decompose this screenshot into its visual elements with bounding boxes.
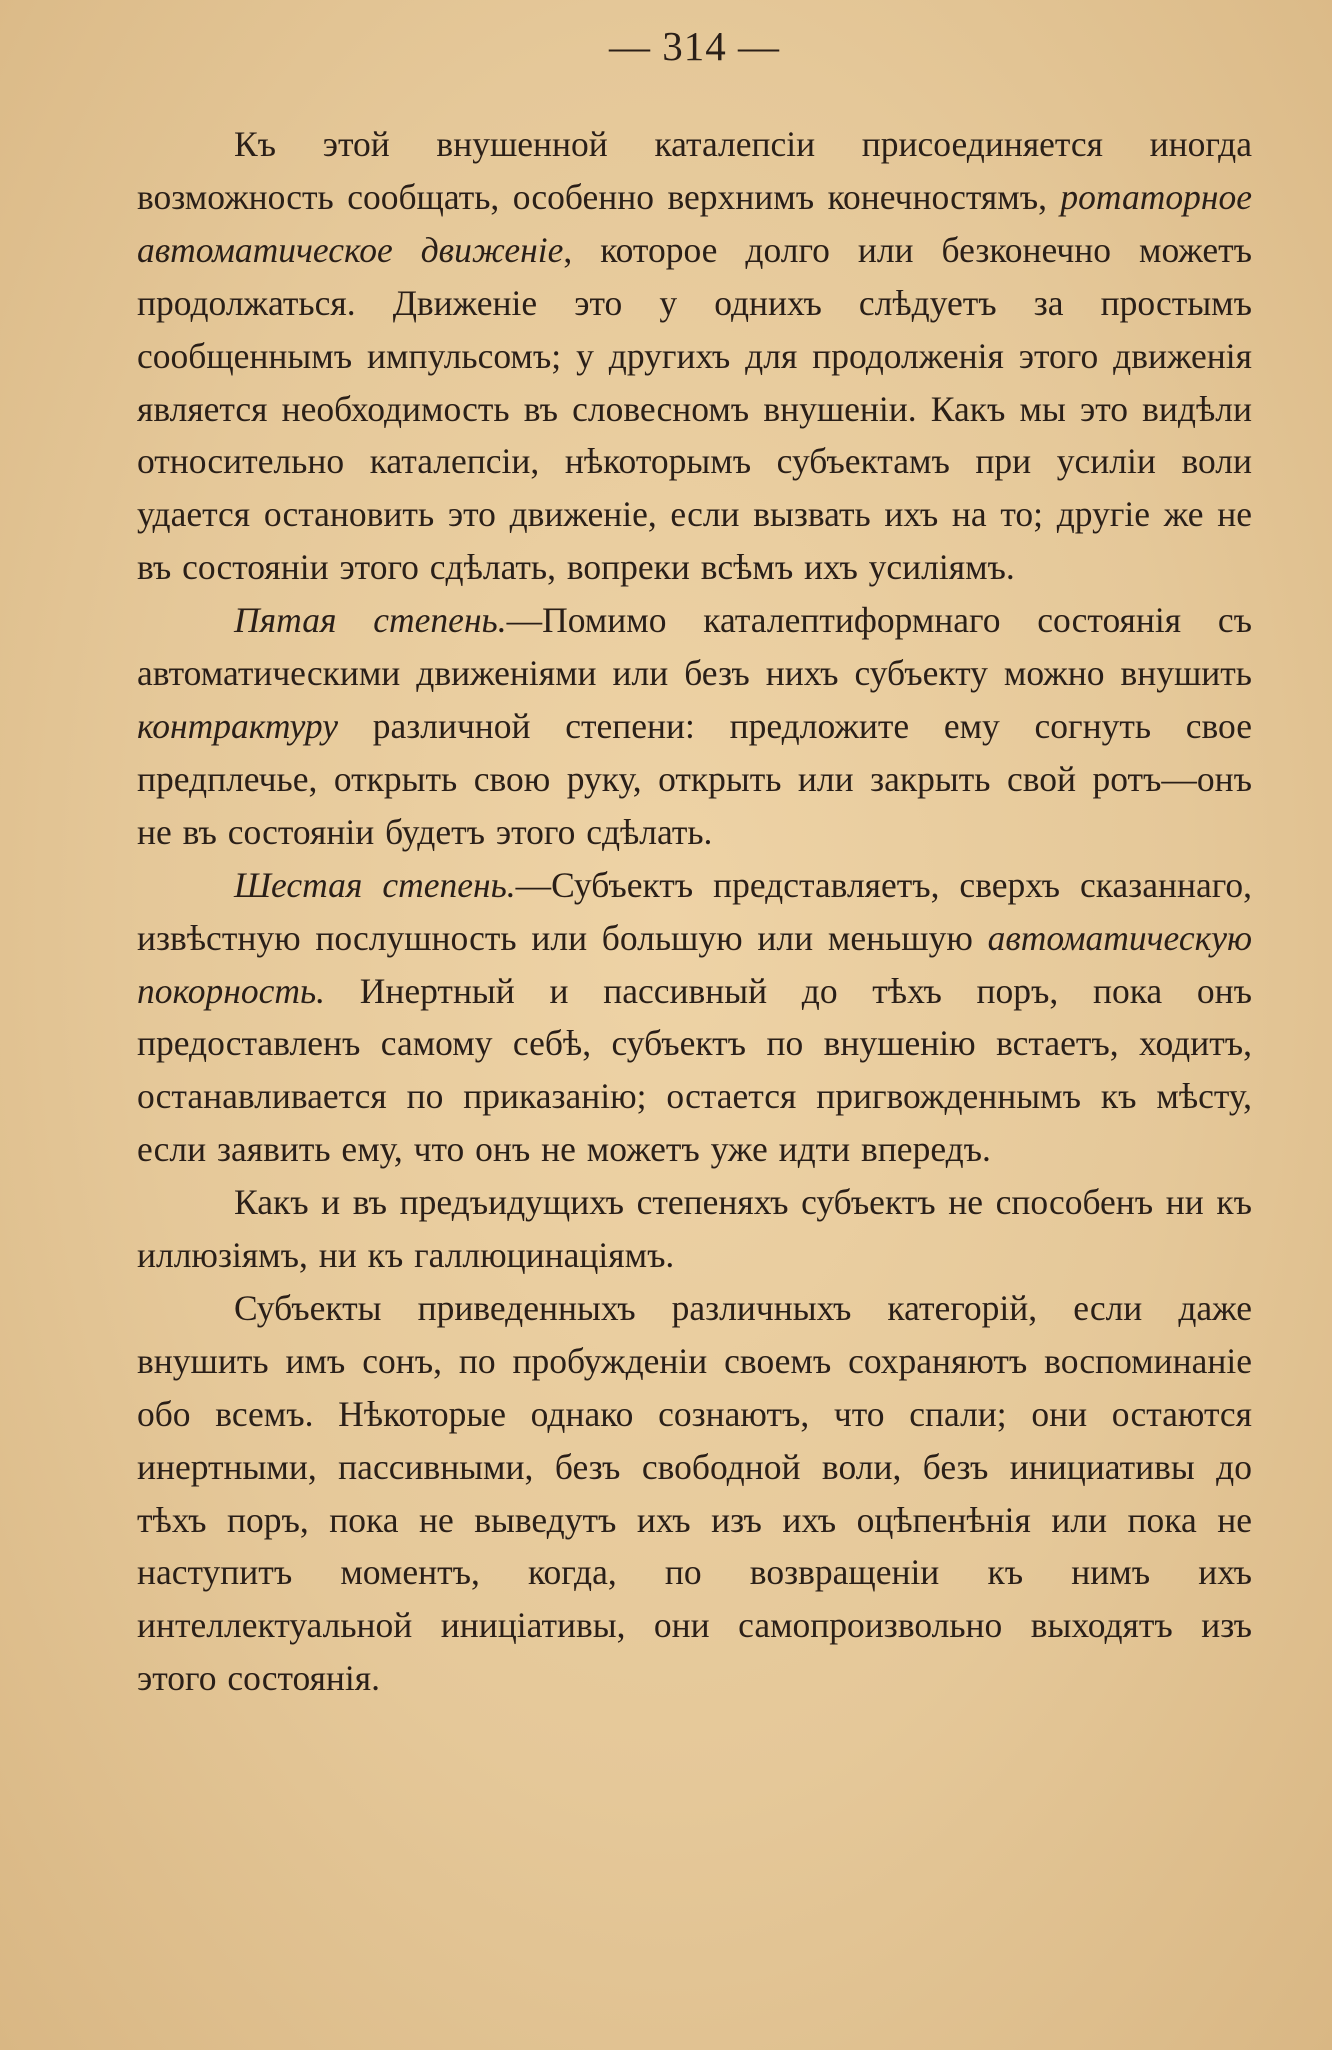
- body-text: [137, 118, 1252, 1705]
- emphasized-text: контрактуру: [137, 705, 338, 746]
- paragraph-text: Къ этой внушенной каталепсіи присоединяется иногда возможность сообщать, особенно верхнимъ конечностямъ,: [137, 124, 1252, 217]
- paragraph: [137, 859, 1252, 1176]
- paragraph: [137, 1176, 1252, 1282]
- paragraph-text: Субъекты приведенныхъ различныхъ категорій, если даже внушить имъ сонъ, по пробужденіи своемъ сохраняютъ воспоминаніе обо всемъ. Нѣкоторые однако сознаютъ, что спали; они остаются инертными, пассивными, безъ свободной воли, безъ инициативы до тѣхъ поръ, пока не выведутъ ихъ изъ ихъ оцѣпенѣнія или пока не наступитъ моментъ, когда, по возвращеніи къ нимъ ихъ интеллектуальной иниціативы, они самопроизвольно выходятъ изъ этого состоянія.: [137, 1287, 1252, 1699]
- paragraph: [137, 594, 1252, 859]
- paragraph: [137, 118, 1252, 594]
- paragraph-text: , которое долго или безконечно можетъ продолжаться. Движеніе это у однихъ слѣдуетъ за простымъ сообщеннымъ импульсомъ; у другихъ для продолженія этого движенія является необходимость въ словесномъ внушеніи. Какъ мы это видѣли относительно каталепсіи, нѣкоторымъ субъектамъ при усиліи воли удается остановить это движеніе, если вызвать ихъ на то; другіе же не въ состояніи этого сдѣлать, вопреки всѣмъ ихъ усиліямъ.: [137, 229, 1252, 588]
- emphasized-text: ротаторное автоматическое движеніе: [137, 176, 1252, 270]
- paragraph-text: —Субъектъ представляетъ, сверхъ сказаннаго, извѣстную послушность или большую или меньшую: [137, 864, 1252, 958]
- paragraph-text: —Помимо каталептиформнаго состоянія съ автоматическими движеніями или безъ нихъ субъекту можно внушить: [137, 600, 1252, 694]
- emphasized-text: автоматическую покорность.: [137, 917, 1252, 1011]
- paragraph-text: различной степени: предложите ему согнуть свое предплечье, открыть свою руку, открыть или закрыть свой ротъ—онъ не въ состояніи будетъ этого сдѣлать.: [137, 705, 1252, 852]
- page-number: — 314 —: [609, 23, 780, 69]
- paragraph: [137, 1282, 1252, 1705]
- paragraph-text: Какъ и въ предъидущихъ степеняхъ субъектъ не способенъ ни къ иллюзіямъ, ни къ галлюцинаціямъ.: [137, 1182, 1252, 1276]
- emphasized-text: Пятая степень.: [234, 600, 507, 641]
- emphasized-text: Шестая степень.: [234, 864, 516, 905]
- paragraph-text: Инертный и пассивный до тѣхъ поръ, пока онъ предоставленъ самому себѣ, субъектъ по внушенію встаетъ, ходитъ, останавливается по приказанію; остается пригвожденнымъ къ мѣсту, если заявить ему, что онъ не можетъ уже идти впередъ.: [137, 970, 1252, 1170]
